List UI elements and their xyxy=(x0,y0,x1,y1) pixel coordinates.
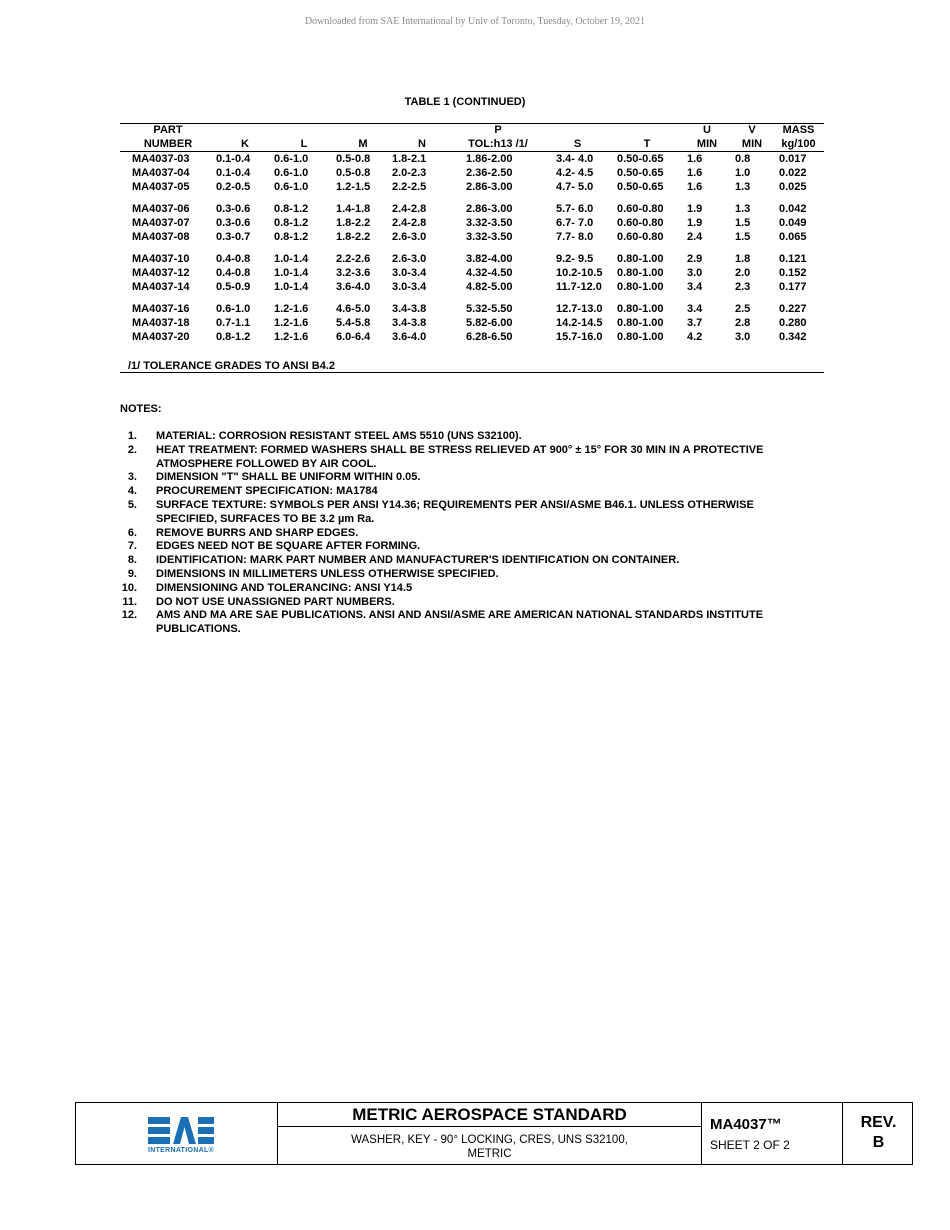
cell-k: 0.1-0.4 xyxy=(216,153,251,165)
cell-t: 0.80-1.00 xyxy=(617,267,664,279)
cell-mass: 0.022 xyxy=(779,167,807,179)
cell-n: 2.6-3.0 xyxy=(392,253,427,265)
col-head-mass: MASS xyxy=(782,124,815,136)
cell-m: 1.4-1.8 xyxy=(336,203,371,215)
cell-s: 6.7- 7.0 xyxy=(556,217,594,229)
cell-part-number: MA4037-18 xyxy=(132,317,190,329)
cell-p: 3.32-3.50 xyxy=(466,217,513,229)
notes-heading: NOTES: xyxy=(120,403,162,415)
cell-part-number: MA4037-16 xyxy=(132,303,190,315)
note-text: DIMENSION "T" SHALL BE UNIFORM WITHIN 0.05. xyxy=(156,471,421,484)
cell-m: 0.5-0.8 xyxy=(336,153,371,165)
cell-s: 9.2- 9.5 xyxy=(556,253,594,265)
cell-n: 3.4-3.8 xyxy=(392,317,427,329)
cell-mass: 0.177 xyxy=(779,281,807,293)
cell-v-min: 1.3 xyxy=(735,203,751,215)
table-row xyxy=(120,152,824,167)
cell-v-min: 1.5 xyxy=(735,231,751,243)
cell-k: 0.3-0.7 xyxy=(216,231,251,243)
cell-u-min: 1.6 xyxy=(687,181,703,193)
cell-l: 0.8-1.2 xyxy=(274,203,309,215)
cell-t: 0.80-1.00 xyxy=(617,303,664,315)
cell-k: 0.4-0.8 xyxy=(216,267,251,279)
note-number: 9. xyxy=(127,567,137,580)
note-item xyxy=(120,471,820,485)
sae-logo-icon xyxy=(146,1115,216,1147)
col-head-m: M xyxy=(358,138,368,150)
cell-mass: 0.342 xyxy=(779,331,807,343)
cell-v-min: 1.0 xyxy=(735,167,751,179)
cell-k: 0.3-0.6 xyxy=(216,203,251,215)
cell-u-min: 4.2 xyxy=(687,331,703,343)
col-head-s-top xyxy=(544,123,611,137)
cell-u-min: 1.6 xyxy=(687,167,703,179)
dimensions-table xyxy=(120,123,824,344)
cell-k: 0.7-1.1 xyxy=(216,317,251,329)
cell-m: 3.6-4.0 xyxy=(336,281,371,293)
col-head-t-top xyxy=(611,123,683,137)
note-text: DO NOT USE UNASSIGNED PART NUMBERS. xyxy=(156,595,395,608)
cell-u-min: 3.4 xyxy=(687,303,703,315)
cell-part-number: MA4037-08 xyxy=(132,231,190,243)
cell-t: 0.80-1.00 xyxy=(617,253,664,265)
revision-label: REV. xyxy=(860,1114,897,1131)
cell-l: 0.6-1.0 xyxy=(274,153,309,165)
logo-cell xyxy=(76,1103,278,1164)
cell-p: 2.36-2.50 xyxy=(466,167,513,179)
note-text: HEAT TREATMENT: FORMED WASHERS SHALL BE STRESS RELIEVED AT 900° ± 15° FOR 30 MIN IN A PROTECTIVE ATMOSPHERE FOLLOWED BY AIR COOL. xyxy=(156,443,764,470)
cell-t: 0.50-0.65 xyxy=(617,153,664,165)
part-description-line1: WASHER, KEY - 90° LOCKING, CRES, UNS S32100, xyxy=(351,1134,628,1146)
col-head-mass-unit: kg/100 xyxy=(781,138,816,150)
cell-m: 0.5-0.8 xyxy=(336,167,371,179)
cell-s: 14.2-14.5 xyxy=(556,317,603,329)
cell-v-min: 1.8 xyxy=(735,253,751,265)
note-text: DIMENSIONS IN MILLIMETERS UNLESS OTHERWISE SPECIFIED. xyxy=(156,567,499,580)
cell-l: 0.8-1.2 xyxy=(274,217,309,229)
cell-s: 10.2-10.5 xyxy=(556,267,603,279)
cell-n: 2.0-2.3 xyxy=(392,167,427,179)
cell-s: 3.4- 4.0 xyxy=(556,153,594,165)
cell-s: 4.2- 4.5 xyxy=(556,167,594,179)
col-head-m-top xyxy=(334,123,392,137)
header-row-bottom xyxy=(120,137,824,152)
cell-p: 3.32-3.50 xyxy=(466,231,513,243)
note-text: DIMENSIONING AND TOLERANCING: ANSI Y14.5 xyxy=(156,581,413,594)
cell-s: 5.7- 6.0 xyxy=(556,203,594,215)
standard-title: METRIC AEROSPACE STANDARD xyxy=(278,1103,701,1127)
cell-m: 5.4-5.8 xyxy=(336,317,371,329)
cell-mass: 0.065 xyxy=(779,231,807,243)
revision-cell xyxy=(843,1103,914,1164)
cell-s: 12.7-13.0 xyxy=(556,303,603,315)
cell-m: 1.8-2.2 xyxy=(336,231,371,243)
header-row-top xyxy=(120,123,824,137)
title-cell xyxy=(278,1103,702,1164)
table-row xyxy=(120,166,824,180)
cell-u-min: 2.9 xyxy=(687,253,703,265)
cell-part-number: MA4037-03 xyxy=(132,153,190,165)
cell-m: 1.8-2.2 xyxy=(336,217,371,229)
cell-v-min: 1.5 xyxy=(735,217,751,229)
col-head-l-top xyxy=(274,123,334,137)
note-number: 12. xyxy=(121,609,137,622)
note-item xyxy=(120,609,820,637)
table-title: TABLE 1 (CONTINUED) xyxy=(404,96,526,108)
table-row xyxy=(120,280,824,294)
cell-s: 11.7-12.0 xyxy=(556,281,602,293)
cell-mass: 0.280 xyxy=(779,317,807,329)
logo-text: INTERNATIONAL® xyxy=(147,1147,214,1154)
notes-list xyxy=(120,430,820,637)
cell-v-min: 2.8 xyxy=(735,317,751,329)
note-number: 3. xyxy=(127,471,137,484)
cell-mass: 0.152 xyxy=(779,267,807,279)
cell-v-min: 1.3 xyxy=(735,181,751,193)
cell-t: 0.50-0.65 xyxy=(617,167,664,179)
note-number: 8. xyxy=(127,554,137,567)
cell-u-min: 3.4 xyxy=(687,281,703,293)
col-head-n-top xyxy=(392,123,452,137)
note-text: IDENTIFICATION: MARK PART NUMBER AND MANUFACTURER'S IDENTIFICATION ON CONTAINER. xyxy=(156,554,680,567)
cell-m: 3.2-3.6 xyxy=(336,267,371,279)
cell-p: 4.32-4.50 xyxy=(466,267,513,279)
cell-n: 1.8-2.1 xyxy=(392,153,427,165)
note-text: AMS AND MA ARE SAE PUBLICATIONS. ANSI AND ANSI/ASME ARE AMERICAN NATIONAL STANDARDS INSTITUTE PUBLICATIONS. xyxy=(156,609,764,636)
table-row xyxy=(120,330,824,344)
cell-u-min: 2.4 xyxy=(687,231,703,243)
cell-k: 0.3-0.6 xyxy=(216,217,251,229)
col-head-k: K xyxy=(241,138,249,150)
note-text: PROCUREMENT SPECIFICATION: MA1784 xyxy=(156,485,378,498)
note-text: REMOVE BURRS AND SHARP EDGES. xyxy=(156,526,359,539)
cell-p: 2.86-3.00 xyxy=(466,181,513,193)
cell-u-min: 3.7 xyxy=(687,317,703,329)
col-head-p-tol: TOL:h13 /1/ xyxy=(468,138,528,150)
cell-part-number: MA4037-12 xyxy=(132,267,190,279)
cell-l: 1.2-1.6 xyxy=(274,331,309,343)
cell-mass: 0.017 xyxy=(779,153,807,165)
cell-s: 7.7- 8.0 xyxy=(556,231,594,243)
cell-p: 5.32-5.50 xyxy=(466,303,513,315)
cell-v-min: 2.0 xyxy=(735,267,751,279)
cell-m: 1.2-1.5 xyxy=(336,181,371,193)
cell-t: 0.50-0.65 xyxy=(617,181,664,193)
col-head-v-min: MIN xyxy=(741,138,763,150)
table-row xyxy=(120,230,824,244)
table-row xyxy=(120,244,824,266)
part-description xyxy=(278,1133,701,1161)
cell-v-min: 0.8 xyxy=(735,153,751,165)
cell-part-number: MA4037-06 xyxy=(132,203,190,215)
col-head-u: U xyxy=(703,124,711,136)
cell-p: 3.82-4.00 xyxy=(466,253,513,265)
cell-p: 5.82-6.00 xyxy=(466,317,513,329)
cell-n: 2.4-2.8 xyxy=(392,203,427,215)
note-item xyxy=(120,444,820,472)
cell-n: 3.6-4.0 xyxy=(392,331,427,343)
cell-n: 2.4-2.8 xyxy=(392,217,427,229)
cell-n: 3.0-3.4 xyxy=(392,267,427,279)
cell-t: 0.80-1.00 xyxy=(617,331,664,343)
note-number: 5. xyxy=(127,498,137,511)
cell-k: 0.1-0.4 xyxy=(216,167,251,179)
cell-k: 0.4-0.8 xyxy=(216,253,251,265)
cell-n: 2.2-2.5 xyxy=(392,181,427,193)
note-text: SURFACE TEXTURE: SYMBOLS PER ANSI Y14.36; REQUIREMENTS PER ANSI/ASME B46.1. UNLESS OTHERWISE SPECIFIED, SURFACES TO BE 3.2 µm Ra. xyxy=(156,498,754,525)
table-bottom-rule xyxy=(120,372,824,373)
cell-v-min: 3.0 xyxy=(735,331,751,343)
col-head-s: S xyxy=(573,138,582,150)
cell-part-number: MA4037-05 xyxy=(132,181,190,193)
note-number: 10. xyxy=(121,581,137,594)
note-number: 2. xyxy=(127,443,137,456)
cell-s: 15.7-16.0 xyxy=(556,331,603,343)
cell-mass: 0.025 xyxy=(779,181,807,193)
note-number: 11. xyxy=(122,595,137,608)
cell-k: 0.2-0.5 xyxy=(216,181,251,193)
note-item xyxy=(120,554,820,568)
cell-t: 0.60-0.80 xyxy=(617,217,664,229)
note-item xyxy=(120,568,820,582)
cell-n: 2.6-3.0 xyxy=(392,231,427,243)
doc-number: MA4037™ xyxy=(710,1116,782,1133)
note-item xyxy=(120,485,820,499)
cell-part-number: MA4037-10 xyxy=(132,253,190,265)
cell-p: 2.86-3.00 xyxy=(466,203,513,215)
table-row xyxy=(120,194,824,216)
cell-t: 0.60-0.80 xyxy=(617,231,664,243)
cell-p: 6.28-6.50 xyxy=(466,331,513,343)
doc-number-cell xyxy=(702,1103,843,1164)
table-row xyxy=(120,216,824,230)
cell-part-number: MA4037-20 xyxy=(132,331,190,343)
note-item xyxy=(120,499,820,527)
cell-l: 1.2-1.6 xyxy=(274,317,309,329)
col-head-u-min: MIN xyxy=(696,138,718,150)
col-head-n: N xyxy=(418,138,426,150)
cell-m: 6.0-6.4 xyxy=(336,331,371,343)
note-item xyxy=(120,582,820,596)
col-head-number: NUMBER xyxy=(143,138,193,150)
cell-l: 0.8-1.2 xyxy=(274,231,309,243)
sheet-number: SHEET 2 OF 2 xyxy=(710,1138,790,1152)
note-text: EDGES NEED NOT BE SQUARE AFTER FORMING. xyxy=(156,540,421,553)
download-watermark: Downloaded from SAE International by Univ of Toronto, Tuesday, October 19, 2021 xyxy=(304,16,646,27)
cell-l: 1.0-1.4 xyxy=(274,281,309,293)
cell-t: 0.80-1.00 xyxy=(617,281,664,293)
cell-k: 0.6-1.0 xyxy=(216,303,251,315)
cell-mass: 0.049 xyxy=(779,217,807,229)
part-description-line2: METRIC xyxy=(467,1148,512,1160)
cell-l: 0.6-1.0 xyxy=(274,181,309,193)
cell-v-min: 2.5 xyxy=(735,303,751,315)
cell-part-number: MA4037-04 xyxy=(132,167,190,179)
col-head-p: P xyxy=(494,124,502,136)
note-item xyxy=(120,527,820,541)
cell-l: 1.2-1.6 xyxy=(274,303,309,315)
cell-n: 3.4-3.8 xyxy=(392,303,427,315)
cell-u-min: 1.6 xyxy=(687,153,703,165)
cell-t: 0.60-0.80 xyxy=(617,203,664,215)
cell-u-min: 1.9 xyxy=(687,203,703,215)
cell-p: 1.86-2.00 xyxy=(466,153,513,165)
cell-p: 4.82-5.00 xyxy=(466,281,513,293)
cell-u-min: 1.9 xyxy=(687,217,703,229)
cell-part-number: MA4037-07 xyxy=(132,217,190,229)
cell-mass: 0.227 xyxy=(779,303,807,315)
cell-k: 0.5-0.9 xyxy=(216,281,251,293)
col-head-t: T xyxy=(643,138,651,150)
note-item xyxy=(120,430,820,444)
col-head-part: PART xyxy=(153,124,183,136)
cell-n: 3.0-3.4 xyxy=(392,281,427,293)
cell-l: 1.0-1.4 xyxy=(274,253,309,265)
cell-l: 1.0-1.4 xyxy=(274,267,309,279)
note-number: 6. xyxy=(127,526,137,539)
table-footnote: /1/ TOLERANCE GRADES TO ANSI B4.2 xyxy=(128,360,336,372)
note-item xyxy=(120,540,820,554)
cell-mass: 0.121 xyxy=(779,253,807,265)
note-number: 7. xyxy=(127,540,137,553)
note-text: MATERIAL: CORROSION RESISTANT STEEL AMS 5510 (UNS S32100). xyxy=(156,430,522,442)
table-body xyxy=(120,152,824,345)
cell-t: 0.80-1.00 xyxy=(617,317,664,329)
col-head-l: L xyxy=(300,138,308,150)
cell-part-number: MA4037-14 xyxy=(132,281,190,293)
title-block xyxy=(75,1102,913,1165)
revision-value: B xyxy=(872,1134,885,1151)
cell-m: 4.6-5.0 xyxy=(336,303,371,315)
note-number: 1. xyxy=(127,430,137,442)
note-number: 4. xyxy=(127,485,137,498)
cell-k: 0.8-1.2 xyxy=(216,331,251,343)
note-item xyxy=(120,596,820,610)
cell-mass: 0.042 xyxy=(779,203,807,215)
cell-s: 4.7- 5.0 xyxy=(556,181,594,193)
table-row xyxy=(120,316,824,330)
table-row xyxy=(120,180,824,194)
table-row xyxy=(120,266,824,280)
col-head-v: V xyxy=(748,124,756,136)
col-head-k-top xyxy=(216,123,274,137)
cell-l: 0.6-1.0 xyxy=(274,167,309,179)
cell-v-min: 2.3 xyxy=(735,281,751,293)
table-row xyxy=(120,294,824,316)
cell-u-min: 3.0 xyxy=(687,267,703,279)
cell-m: 2.2-2.6 xyxy=(336,253,371,265)
